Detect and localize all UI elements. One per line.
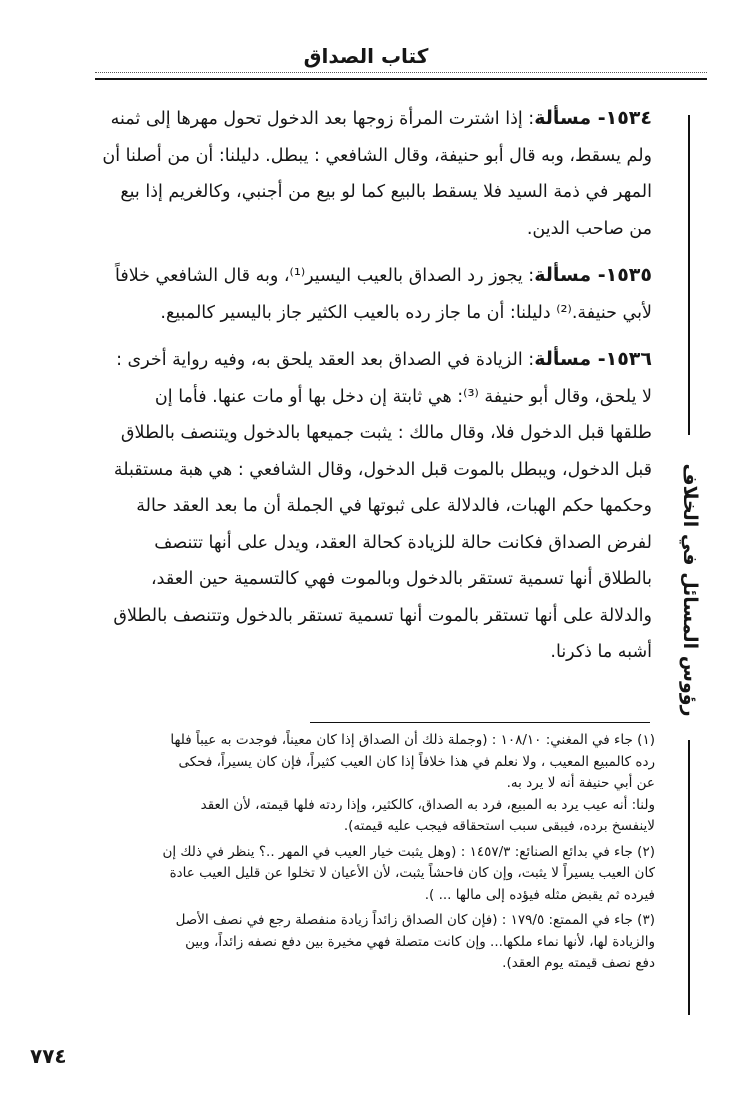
- header-dotted-rule: [95, 72, 707, 73]
- issue-line: المهر في ذمة السيد فلا يسقط بالبيع كما لو بيع من أجنبي، وكالغريم إذا بيع: [120, 182, 652, 202]
- issue-line: بالطلاق أنها تسمية تستقر بالدخول وبالموت فهي كالتسمية حين العقد،: [151, 569, 652, 589]
- issue-line: لأبي حنيفة.⁽²⁾ دليلنا: أن ما جاز رده بالعيب الكثير جاز باليسير كالمبيع.: [160, 302, 652, 323]
- issue-line: ١٥٣٥- مسألة: يجوز رد الصداق بالعيب اليسير⁽¹⁾، وبه قال الشافعي خلافاً: [115, 264, 652, 286]
- side-title: رؤوس المسائل في الخلاف: [679, 463, 701, 717]
- issue-number: ١٥٣٦: [605, 348, 652, 370]
- footnote-1: [30, 730, 655, 838]
- footnote-text: جاء في الممتع: ١٧٩/٥ : (فإن كان الصداق زائداً زيادة منفصلة رجع في نصف الأصل: [175, 912, 633, 928]
- main-text: [30, 100, 652, 681]
- footnote-line: عن أبي حنيفة أنه لا يرد به.: [506, 775, 655, 791]
- issue-number: ١٥٣٥: [605, 264, 652, 286]
- issue-line: والدلالة على أنها تستقر بالموت أنها تسمية تستقر بالدخول وتتنصف بالطلاق: [113, 605, 652, 626]
- issue-1534: [30, 100, 652, 247]
- footnote-line: [30, 842, 655, 864]
- footnote-line: ولنا: أنه عيب يرد به المبيع، فرد به الصداق، كالكثير، وإذا ردته فلها قيمته، لأن العقد: [200, 796, 655, 813]
- issue-text: : يجوز رد الصداق بالعيب اليسير⁽¹⁾، وبه قال الشافعي خلافاً: [115, 266, 535, 286]
- issue-1536: [30, 341, 652, 671]
- page-number: ٧٧٤: [30, 1044, 67, 1068]
- footnote-line: [30, 730, 655, 752]
- issue-keyword: مسألة: [534, 348, 592, 370]
- running-title: كتاب الصداق: [303, 44, 429, 68]
- issue-line: قبل الدخول، ويبطل بالموت قبل الدخول، وقال الشافعي : هي هبة مستقبلة: [113, 459, 652, 480]
- issue-line: لا يلحق، وقال أبو حنيفة ⁽³⁾: هي ثابتة إن دخل بها أو مات عنها. فأما إن: [154, 386, 652, 407]
- header-rule: [95, 78, 707, 80]
- issue-line: طلقها قبل الدخول فلا، وقال مالك : يثبت جميعها بالدخول ويتنصف بالطلاق: [120, 423, 652, 443]
- issue-line: أشبه ما ذكرنا.: [550, 642, 652, 662]
- side-title-column: [655, 115, 725, 1015]
- issue-1535: [30, 257, 652, 331]
- footnote-line: دفع نصف قيمته يوم العقد).: [502, 955, 655, 971]
- issue-keyword: مسألة: [534, 107, 592, 129]
- footnote-text: جاء في المغني: ١٠٨/١٠ : (وجملة ذلك أن الصداق إذا كان معيناً، فوجدت به عيباً فلها: [170, 732, 633, 748]
- footnote-3: [30, 910, 655, 975]
- issue-text: : الزيادة في الصداق بعد العقد يلحق به، وفيه رواية أخرى :: [116, 350, 535, 370]
- footnote-line: والزيادة لها، لأنها نماء ملكها... وإن كانت متصلة فهي مخيرة بين دفع نصفه زائداً، وبين: [185, 933, 655, 950]
- footnotes: [30, 730, 655, 979]
- issue-text: : إذا اشترت المرأة زوجها بعد الدخول تحول مهرها إلى ثمنه: [110, 109, 535, 129]
- issue-number: ١٥٣٤: [605, 107, 652, 129]
- issue-line: لفرض الصداق فكانت حالة للزيادة كحالة العقد، ويدل على أنها تتنصف: [154, 532, 652, 553]
- footnote-mark: (٢): [637, 843, 655, 860]
- issue-line: من صاحب الدين.: [526, 218, 652, 239]
- footnote-mark: (٣): [637, 912, 655, 928]
- issue-line: ١٥٣٦- مسألة: الزيادة في الصداق بعد العقد يلحق به، وفيه رواية أخرى :: [116, 348, 652, 370]
- issue-line: ولم يسقط، وبه قال أبو حنيفة، وقال الشافعي : يبطل. دليلنا: أن من أصلنا أن: [102, 145, 652, 166]
- side-rule-top: [688, 115, 690, 435]
- issue-keyword: مسألة: [534, 264, 592, 286]
- issue-line: وحكمها حكم الهبات، فالدلالة على ثبوتها في الجملة أن ما بعد العقد حالة: [136, 496, 652, 516]
- footnote-text: جاء في بدائع الصنائع: ١٤٥٧/٣ : (وهل يثبت خيار العيب في المهر ..؟ ينظر في ذلك إن: [162, 843, 633, 860]
- footnote-rule: [310, 722, 650, 723]
- issue-line: ١٥٣٤- مسألة: إذا اشترت المرأة زوجها بعد الدخول تحول مهرها إلى ثمنه: [110, 107, 652, 129]
- footnote-mark: (١): [637, 732, 655, 748]
- footnote-2: [30, 842, 655, 907]
- footnote-line: [30, 910, 655, 932]
- footnote-line: كان العيب يسيراً لا يثبت، وإن كان فاحشاً يثبت، لأن الأعيان لا تخلوا عن قليل العيب عادة: [169, 865, 655, 881]
- footnote-line: رده كالمبيع المعيب ، ولا نعلم في هذا خلافاً إذا كان العيب كثيراً، فإن كان يسيراً، فحكى: [178, 753, 655, 770]
- footnote-line: لاينفسخ برده، فيبقى سبب استحقاقه فيجب عليه قيمته).: [343, 818, 655, 834]
- side-rule-bottom: [688, 740, 690, 1015]
- footnote-line: فيرده ثم يقبض مثله فيؤده إلى مالها ... ).: [424, 886, 655, 903]
